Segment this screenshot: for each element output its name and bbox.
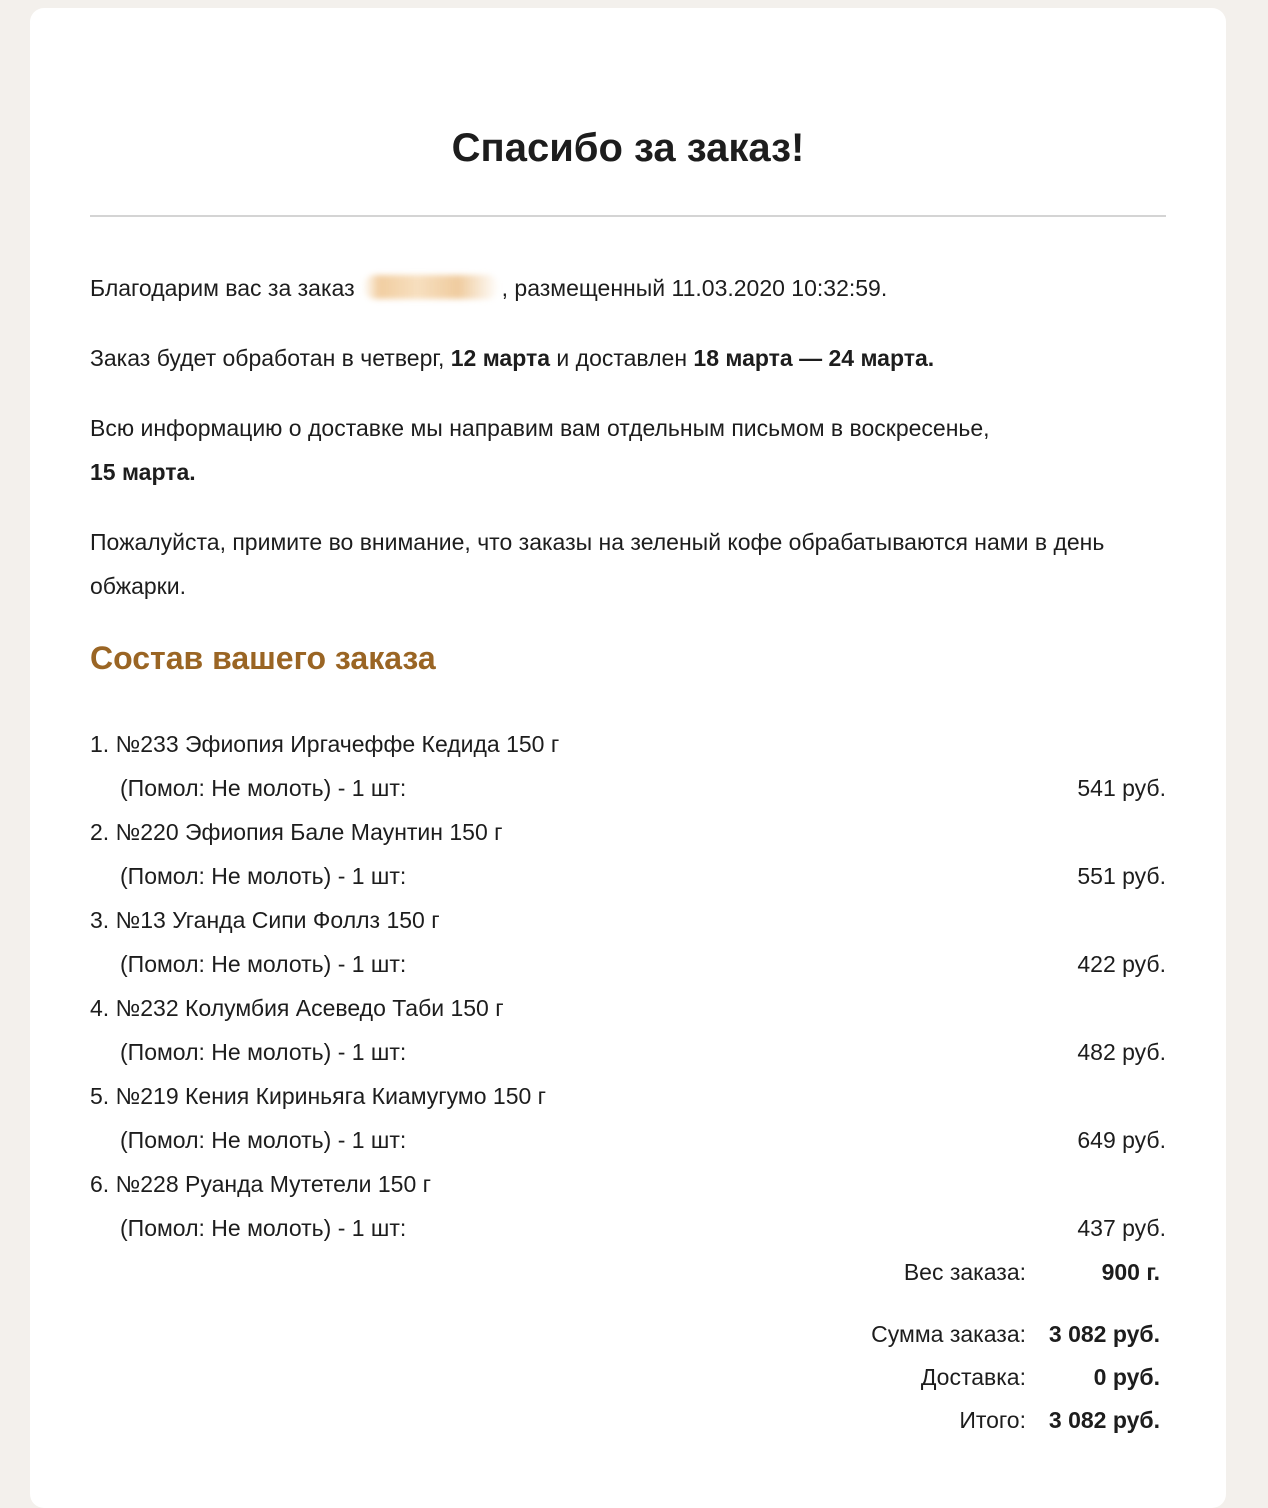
item-name: 1. №233 Эфиопия Иргачеффе Кедида 150 г (90, 731, 560, 757)
thanks-prefix: Благодарим вас за заказ (90, 275, 355, 301)
list-item (90, 810, 1166, 898)
processing-date: 12 марта (450, 345, 551, 371)
list-item (90, 898, 1166, 986)
item-price: 437 руб. (1077, 1215, 1166, 1241)
notice-paragraph: Пожалуйста, примите во внимание, что заказы на зеленый кофе обрабатываются нами в день обжарки. (90, 529, 1105, 599)
list-item (90, 1162, 1166, 1250)
thanks-paragraph (90, 266, 1166, 310)
processing-text2: и доставлен (550, 345, 694, 371)
item-price: 482 руб. (1077, 1039, 1166, 1065)
info-paragraph (90, 406, 1166, 494)
list-item (90, 722, 1166, 810)
item-name: 3. №13 Уганда Сипи Фоллз 150 г (90, 907, 440, 933)
list-item (90, 1074, 1166, 1162)
item-name: 6. №228 Руанда Мутетели 150 г (90, 1171, 432, 1197)
item-detail: (Помол: Не молоть) - 1 шт: (120, 1127, 407, 1153)
delivery-dates: 18 марта — 24 марта. (693, 345, 935, 371)
sum-value: 3 082 руб. (1048, 1321, 1160, 1347)
order-number-blurred (363, 275, 499, 299)
item-detail: (Помол: Не молоть) - 1 шт: (120, 863, 407, 889)
sum-label: Сумма заказа: (871, 1321, 1026, 1347)
weight-label: Вес заказа: (903, 1259, 1026, 1285)
info-text: Всю информацию о доставке мы направим вам отдельным письмом в воскресенье, (90, 415, 990, 441)
order-confirmation-card (30, 8, 1226, 1508)
delivery-label: Доставка: (920, 1364, 1026, 1390)
item-detail: (Помол: Не молоть) - 1 шт: (120, 1215, 407, 1241)
section-title: Состав вашего заказа (90, 640, 436, 676)
info-date: 15 марта. (90, 459, 196, 485)
processing-text1: Заказ будет обработан в четверг, (90, 345, 451, 371)
item-detail: (Помол: Не молоть) - 1 шт: (120, 951, 407, 977)
thanks-suffix: , размещенный 11.03.2020 10:32:59. (501, 275, 888, 301)
item-name: 4. №232 Колумбия Асеведо Таби 150 г (90, 995, 504, 1021)
order-items-list (90, 722, 1166, 1250)
total-value: 3 082 руб. (1048, 1407, 1160, 1433)
item-name: 2. №220 Эфиопия Бале Маунтин 150 г (90, 819, 503, 845)
item-price: 649 руб. (1077, 1127, 1166, 1153)
item-detail: (Помол: Не молоть) - 1 шт: (120, 775, 407, 801)
weight-value: 900 г. (1101, 1259, 1160, 1285)
item-name: 5. №219 Кения Кириньяга Киамугумо 150 г (90, 1083, 547, 1109)
title-divider (90, 215, 1166, 217)
total-label: Итого: (959, 1407, 1026, 1433)
delivery-value: 0 руб. (1093, 1364, 1160, 1390)
item-detail: (Помол: Не молоть) - 1 шт: (120, 1039, 407, 1065)
page-title: Спасибо за заказ! (451, 126, 805, 170)
item-price: 541 руб. (1077, 775, 1166, 801)
item-price: 422 руб. (1077, 951, 1166, 977)
list-item (90, 986, 1166, 1074)
processing-paragraph (90, 336, 1166, 380)
item-price: 551 руб. (1077, 863, 1166, 889)
